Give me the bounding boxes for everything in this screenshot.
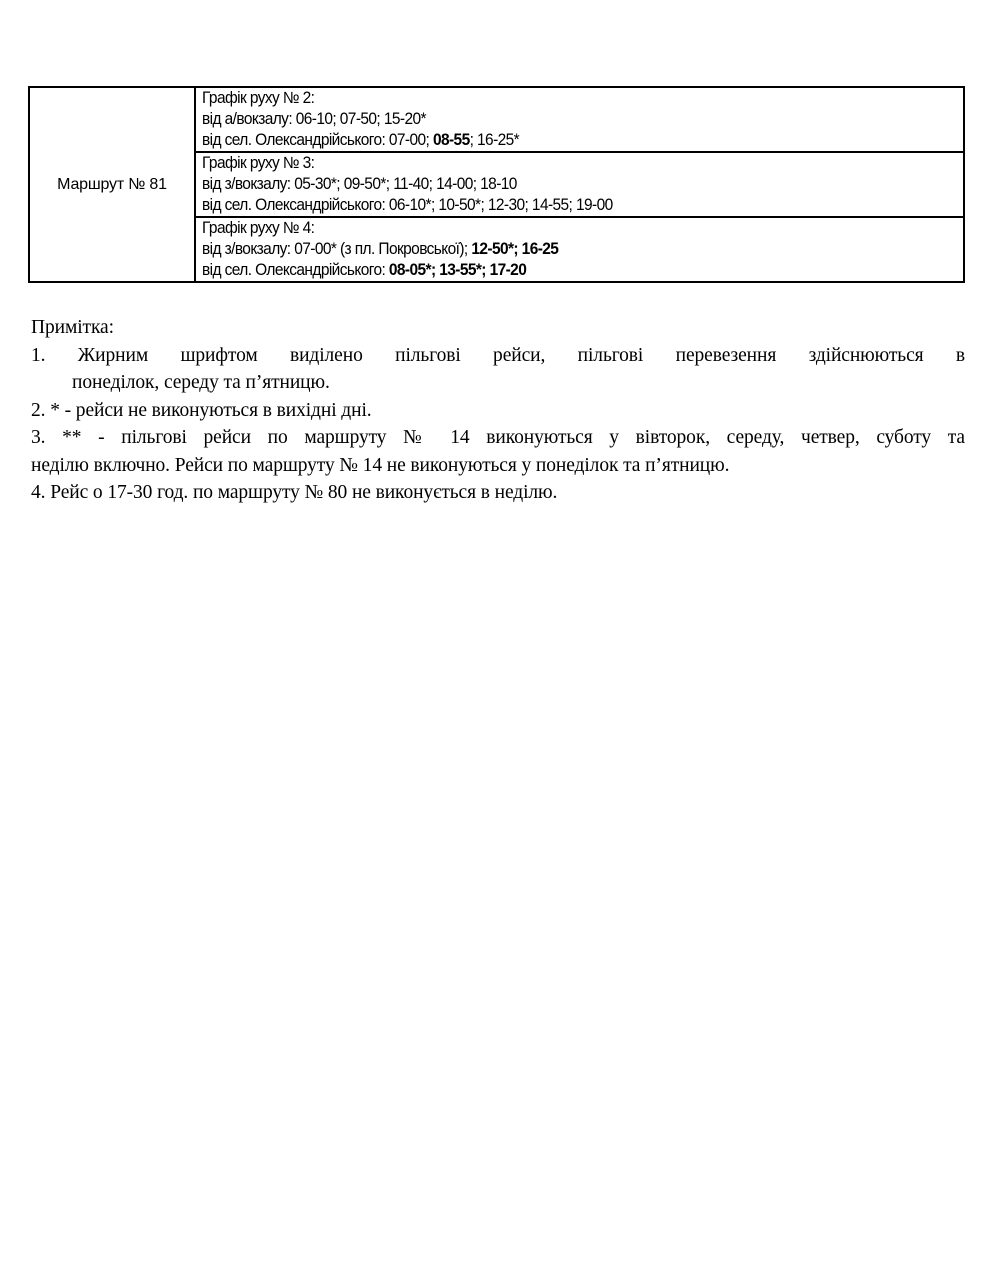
schedule-text: від з/вокзалу: 05-30*; 09-50*; 11-40; 14-00; 18-10 <box>202 175 517 194</box>
schedule-text: від з/вокзалу: 07-00* (з пл. Покровської); <box>202 240 472 259</box>
notes-heading: Примітка: <box>31 317 114 338</box>
schedule-table <box>28 86 965 283</box>
schedule-time-bold: 08-55 <box>432 131 470 150</box>
schedule-time-bold: 12-50*; 16-25 <box>471 240 559 259</box>
schedule-cell-3 <box>195 152 964 217</box>
schedule-line <box>202 194 963 216</box>
schedule-title: Графік руху № 3: <box>202 154 315 173</box>
schedule-line <box>202 108 963 130</box>
note-item-4: 4. Рейс о 17-30 год. по маршруту № 80 не виконується в неділю. <box>31 482 558 503</box>
schedule-title: Графік руху № 2: <box>202 89 315 108</box>
table-row <box>29 87 964 152</box>
schedule-cell-4 <box>195 217 964 282</box>
notes-section <box>31 314 965 507</box>
schedule-line <box>202 238 963 260</box>
schedule-cell-2 <box>195 87 964 152</box>
note-item-3-line-2: неділю включно. Рейси по маршруту № 14 не виконуються у понеділок та п’ятницю. <box>31 454 730 476</box>
note-item-3-line-1: 3. ** - пільгові рейси по маршруту № 14 виконуються у вівторок, середу, четвер, суботу та <box>31 427 965 448</box>
schedule-text: від а/вокзалу: 06-10; 07-50; 15-20* <box>202 110 426 129</box>
schedule-time-bold: 08-05*; 13-55*; 17-20 <box>388 261 527 280</box>
note-item-2: 2. * - рейси не виконуються в вихідні дні. <box>31 399 372 421</box>
schedule-line <box>202 259 963 281</box>
note-item-1-line-2: понеділок, середу та п’ятницю. <box>72 372 330 393</box>
route-name-cell <box>29 87 195 282</box>
schedule-line <box>202 173 963 195</box>
route-name: Маршрут № 81 <box>57 176 167 193</box>
schedule-text: ; 16-25* <box>469 131 520 150</box>
schedule-text: від сел. Олександрійського: <box>202 261 389 280</box>
schedule-text: від сел. Олександрійського: 07-00; <box>202 131 433 150</box>
schedule-line <box>202 129 963 151</box>
note-item-1-line-1: 1. Жирним шрифтом виділено пільгові рейси, пільгові перевезення здійснюються в <box>31 344 965 366</box>
schedule-title: Графік руху № 4: <box>202 219 315 238</box>
schedule-text: від сел. Олександрійського: 06-10*; 10-50*; 12-30; 14-55; 19-00 <box>202 196 613 215</box>
